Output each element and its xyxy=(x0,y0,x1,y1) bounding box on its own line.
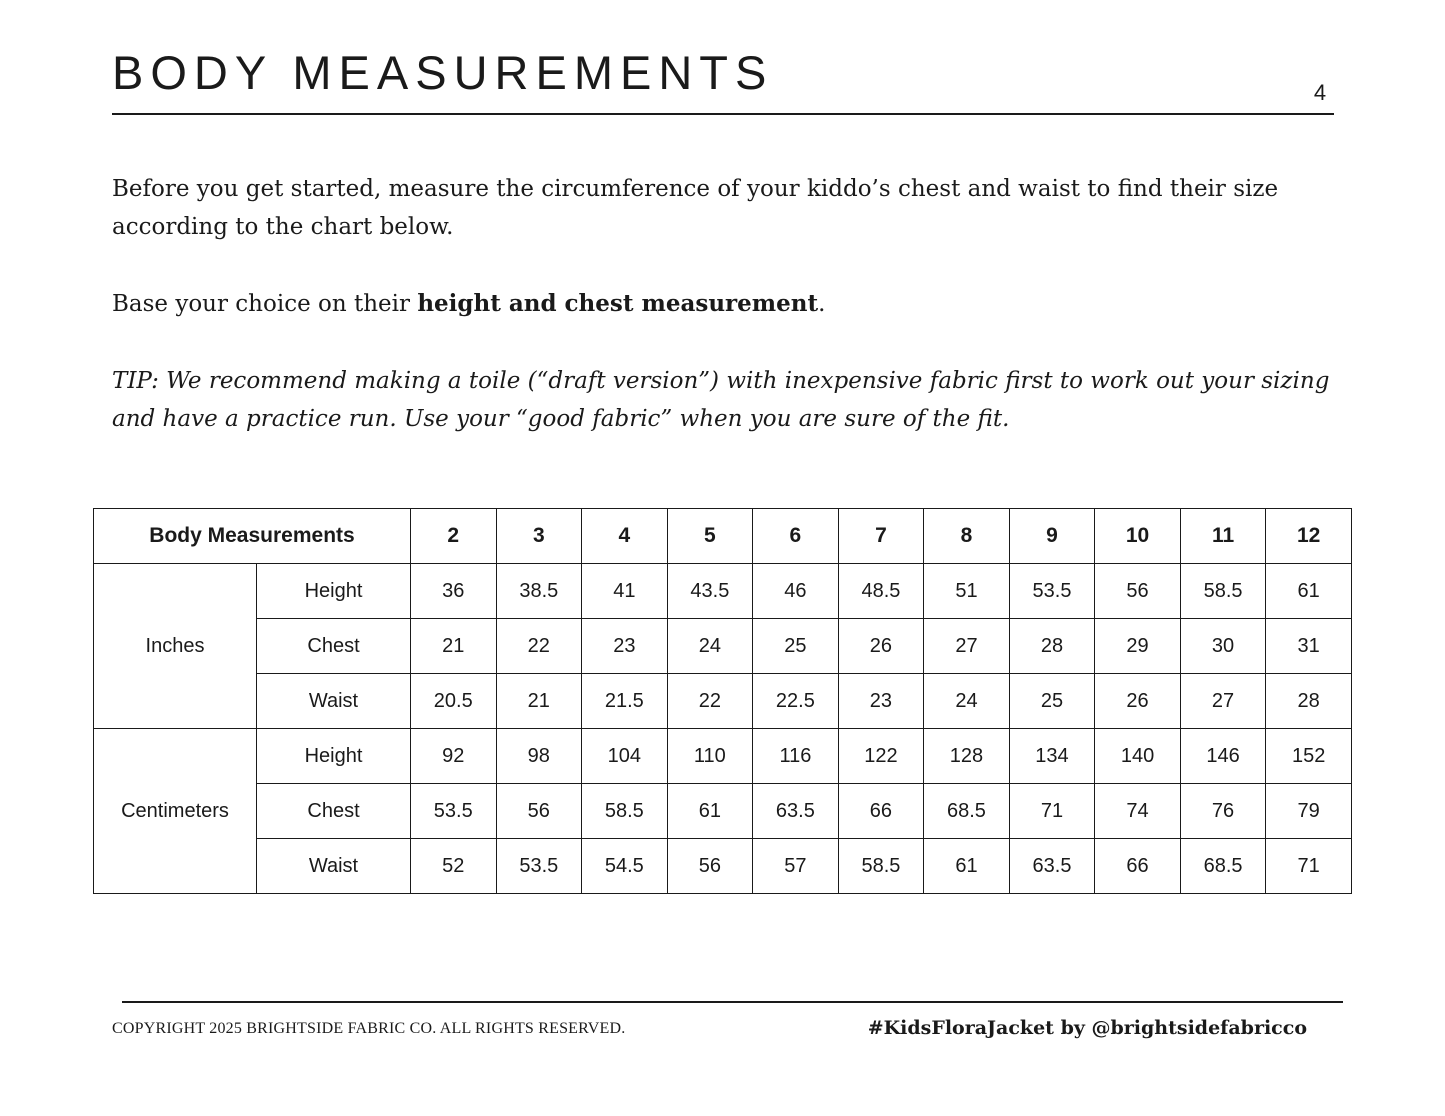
measurement-value: 22 xyxy=(667,674,753,729)
measurement-value: 53.5 xyxy=(496,839,582,894)
unit-group-label: Inches xyxy=(94,564,257,729)
measurement-value: 25 xyxy=(753,619,839,674)
table-row xyxy=(94,564,1352,619)
tip-paragraph: TIP: We recommend making a toile (“draft version”) with inexpensive fabric first to work out your sizing and have a practice run. Use your “good fabric” when you are sure of the fit. xyxy=(112,368,1330,432)
measurement-value: 68.5 xyxy=(924,784,1010,839)
measurement-value: 26 xyxy=(1095,674,1181,729)
measurement-value: 38.5 xyxy=(496,564,582,619)
page-title: BODY MEASUREMENTS xyxy=(112,46,774,99)
measurement-label: Chest xyxy=(257,784,411,839)
size-header-cell: 4 xyxy=(582,509,668,564)
measurement-value: 66 xyxy=(1095,839,1181,894)
measurement-value: 20.5 xyxy=(411,674,497,729)
table-row xyxy=(94,729,1352,784)
measurement-value: 92 xyxy=(411,729,497,784)
measurement-value: 61 xyxy=(924,839,1010,894)
measurement-value: 57 xyxy=(753,839,839,894)
measurement-value: 24 xyxy=(667,619,753,674)
measurement-value: 152 xyxy=(1266,729,1352,784)
measurement-value: 24 xyxy=(924,674,1010,729)
measurement-value: 56 xyxy=(1095,564,1181,619)
measurement-value: 58.5 xyxy=(582,784,668,839)
size-chart-table xyxy=(93,508,1352,894)
measurement-value: 98 xyxy=(496,729,582,784)
size-header-cell: 6 xyxy=(753,509,839,564)
measurement-value: 28 xyxy=(1266,674,1352,729)
header-divider xyxy=(112,113,1334,115)
measurement-label: Height xyxy=(257,729,411,784)
size-header-cell: 8 xyxy=(924,509,1010,564)
measurement-value: 71 xyxy=(1009,784,1095,839)
measurement-value: 122 xyxy=(838,729,924,784)
size-header-cell: 11 xyxy=(1180,509,1266,564)
measurement-value: 58.5 xyxy=(838,839,924,894)
size-header-cell: 7 xyxy=(838,509,924,564)
size-header-cell: 5 xyxy=(667,509,753,564)
measurement-value: 61 xyxy=(1266,564,1352,619)
size-header-cell: 2 xyxy=(411,509,497,564)
measurement-value: 74 xyxy=(1095,784,1181,839)
measurement-value: 76 xyxy=(1180,784,1266,839)
measurement-value: 30 xyxy=(1180,619,1266,674)
measurement-value: 28 xyxy=(1009,619,1095,674)
measurement-value: 21.5 xyxy=(582,674,668,729)
measurement-label: Height xyxy=(257,564,411,619)
table-row xyxy=(94,784,1352,839)
size-header-cell: 3 xyxy=(496,509,582,564)
measurement-value: 46 xyxy=(753,564,839,619)
size-header-cell: 9 xyxy=(1009,509,1095,564)
table-row xyxy=(94,839,1352,894)
table-header-row xyxy=(94,509,1352,564)
measurement-value: 31 xyxy=(1266,619,1352,674)
measurement-value: 56 xyxy=(667,839,753,894)
measurement-value: 27 xyxy=(924,619,1010,674)
measurement-value: 54.5 xyxy=(582,839,668,894)
footer-divider xyxy=(122,1001,1343,1003)
measurement-value: 23 xyxy=(838,674,924,729)
measurement-value: 25 xyxy=(1009,674,1095,729)
copyright-notice: COPYRIGHT 2025 BRIGHTSIDE FABRIC CO. ALL RIGHTS RESERVED. xyxy=(112,1020,626,1037)
measurement-value: 110 xyxy=(667,729,753,784)
measurement-value: 68.5 xyxy=(1180,839,1266,894)
measurement-value: 53.5 xyxy=(411,784,497,839)
table-row xyxy=(94,619,1352,674)
measurement-value: 63.5 xyxy=(753,784,839,839)
measurement-value: 116 xyxy=(753,729,839,784)
measurement-value: 104 xyxy=(582,729,668,784)
measurement-value: 52 xyxy=(411,839,497,894)
measurement-value: 21 xyxy=(496,674,582,729)
measurement-value: 21 xyxy=(411,619,497,674)
measurement-value: 134 xyxy=(1009,729,1095,784)
page-number: 4 xyxy=(1313,80,1327,105)
measurement-value: 128 xyxy=(924,729,1010,784)
measurement-value: 26 xyxy=(838,619,924,674)
size-header-cell: 10 xyxy=(1095,509,1181,564)
measurement-value: 27 xyxy=(1180,674,1266,729)
choice-emphasis: height and chest measurement xyxy=(417,290,819,317)
measurement-value: 41 xyxy=(582,564,668,619)
measurement-label: Waist xyxy=(257,674,411,729)
table-header-label: Body Measurements xyxy=(94,509,411,564)
hashtag-credit: #KidsFloraJacket by @brightsidefabricco xyxy=(867,1017,1307,1039)
measurement-value: 22.5 xyxy=(753,674,839,729)
measurement-value: 63.5 xyxy=(1009,839,1095,894)
size-header-cell: 12 xyxy=(1266,509,1352,564)
measurement-label: Chest xyxy=(257,619,411,674)
measurement-value: 56 xyxy=(496,784,582,839)
measurement-value: 36 xyxy=(411,564,497,619)
measurement-value: 146 xyxy=(1180,729,1266,784)
table-row xyxy=(94,674,1352,729)
measurement-value: 48.5 xyxy=(838,564,924,619)
measurement-value: 22 xyxy=(496,619,582,674)
measurement-value: 140 xyxy=(1095,729,1181,784)
intro-paragraph: Before you get started, measure the circumference of your kiddo’s chest and waist to find their size according to the chart below. xyxy=(112,176,1279,240)
measurement-value: 29 xyxy=(1095,619,1181,674)
measurement-label: Waist xyxy=(257,839,411,894)
measurement-value: 79 xyxy=(1266,784,1352,839)
measurement-value: 23 xyxy=(582,619,668,674)
measurement-value: 61 xyxy=(667,784,753,839)
choice-prefix: Base your choice on their xyxy=(112,291,418,317)
choice-suffix: . xyxy=(818,291,826,317)
choice-paragraph xyxy=(112,285,1342,323)
measurement-value: 43.5 xyxy=(667,564,753,619)
measurement-value: 53.5 xyxy=(1009,564,1095,619)
measurement-value: 66 xyxy=(838,784,924,839)
measurement-value: 51 xyxy=(924,564,1010,619)
unit-group-label: Centimeters xyxy=(94,729,257,894)
measurement-value: 71 xyxy=(1266,839,1352,894)
measurement-value: 58.5 xyxy=(1180,564,1266,619)
